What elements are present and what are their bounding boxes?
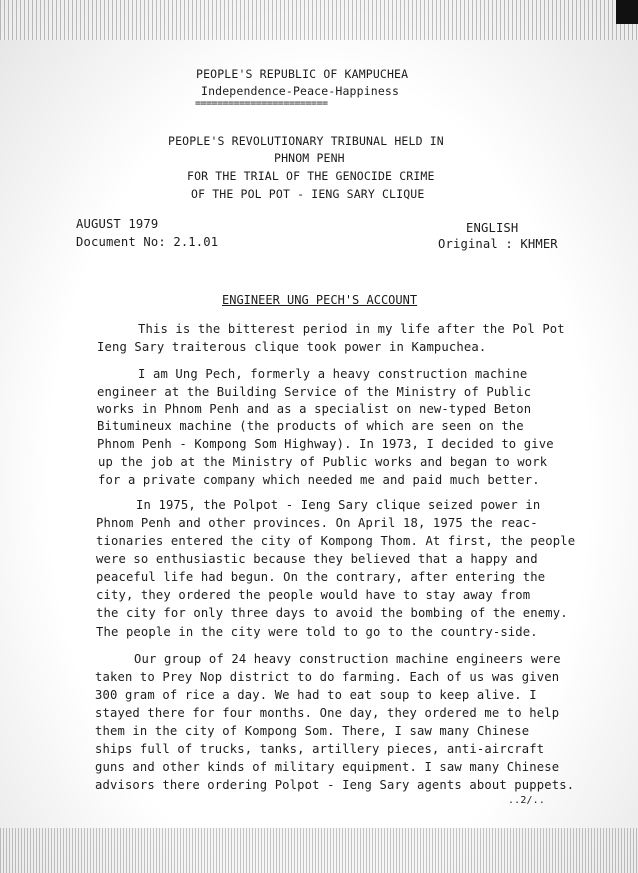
body-line-6: Bitumineux machine (the products of which are seen on the bbox=[97, 419, 524, 433]
body-line-18: Our group of 24 heavy construction machine engineers were bbox=[134, 652, 561, 666]
body-line-15: city, they ordered the people would have to stay away from bbox=[96, 588, 531, 602]
body-line-24: guns and other kinds of military equipment. I saw many Chinese bbox=[95, 760, 560, 774]
document-language: ENGLISH bbox=[466, 221, 519, 235]
tribunal-line-1: PEOPLE'S REVOLUTIONARY TRIBUNAL HELD IN bbox=[168, 134, 444, 148]
motto: Independence-Peace-Happiness bbox=[201, 84, 400, 98]
body-line-5: works in Phnom Penh and as a specialist on new-typed Beton bbox=[97, 402, 532, 416]
body-line-4: engineer at the Building Service of the Ministry of Public bbox=[97, 385, 532, 399]
body-line-14: peaceful life had begun. On the contrary, after entering the bbox=[96, 570, 546, 584]
tribunal-line-4: OF THE POL POT - IENG SARY CLIQUE bbox=[191, 187, 425, 201]
body-line-16: the city for only three days to avoid the bombing of the enemy. bbox=[96, 606, 568, 620]
body-line-1: This is the bitterest period in my life after the Pol Pot bbox=[138, 322, 565, 336]
body-line-3: I am Ung Pech, formerly a heavy construction machine bbox=[138, 367, 528, 381]
document-number: Document No: 2.1.01 bbox=[76, 235, 219, 249]
account-title: ENGINEER UNG PECH'S ACCOUNT bbox=[222, 293, 418, 307]
scan-noise-top bbox=[0, 0, 638, 40]
body-line-21: stayed there for four months. One day, they ordered me to help bbox=[95, 706, 560, 720]
tribunal-line-3: FOR THE TRIAL OF THE GENOCIDE CRIME bbox=[187, 169, 435, 183]
scan-noise-bottom bbox=[0, 828, 638, 873]
document-date: AUGUST 1979 bbox=[76, 217, 159, 231]
body-line-20: 300 gram of rice a day. We had to eat soup to keep alive. I bbox=[95, 688, 537, 702]
body-line-7: Phnom Penh - Kompong Som Highway). In 1973, I decided to give bbox=[97, 437, 554, 451]
republic-name: PEOPLE'S REPUBLIC OF KAMPUCHEA bbox=[196, 67, 409, 81]
body-line-25: advisors there ordering Polpot - Ieng Sary agents about puppets. bbox=[95, 778, 575, 792]
body-line-22: them in the city of Kompong Som. There, I saw many Chinese bbox=[95, 724, 530, 738]
body-line-19: taken to Prey Nop district to do farming. Each of us was given bbox=[95, 670, 560, 684]
body-line-11: Phnom Penh and other provinces. On April 18, 1975 the reac- bbox=[96, 516, 538, 530]
body-line-10: In 1975, the Polpot - Ieng Sary clique seized power in bbox=[136, 498, 541, 512]
page-continuation-mark: ..2/.. bbox=[508, 795, 546, 806]
body-line-12: tionaries entered the city of Kompong Thom. At first, the people bbox=[96, 534, 576, 548]
body-line-17: The people in the city were told to go to the country-side. bbox=[96, 625, 538, 639]
body-line-13: were so enthusiastic because they believed that a happy and bbox=[96, 552, 538, 566]
body-line-8: up the job at the Ministry of Public works and began to work bbox=[98, 455, 548, 469]
original-language: Original : KHMER bbox=[438, 237, 558, 251]
body-line-2: Ieng Sary traiterous clique took power in Kampuchea. bbox=[97, 340, 487, 354]
body-line-23: ships full of trucks, tanks, artillery pieces, anti-aircraft bbox=[95, 742, 545, 756]
scan-corner-mark bbox=[616, 0, 638, 24]
header-rule: ======================== bbox=[195, 98, 328, 109]
tribunal-line-2: PHNOM PENH bbox=[274, 151, 345, 165]
body-line-9: for a private company which needed me and paid much better. bbox=[98, 473, 540, 487]
